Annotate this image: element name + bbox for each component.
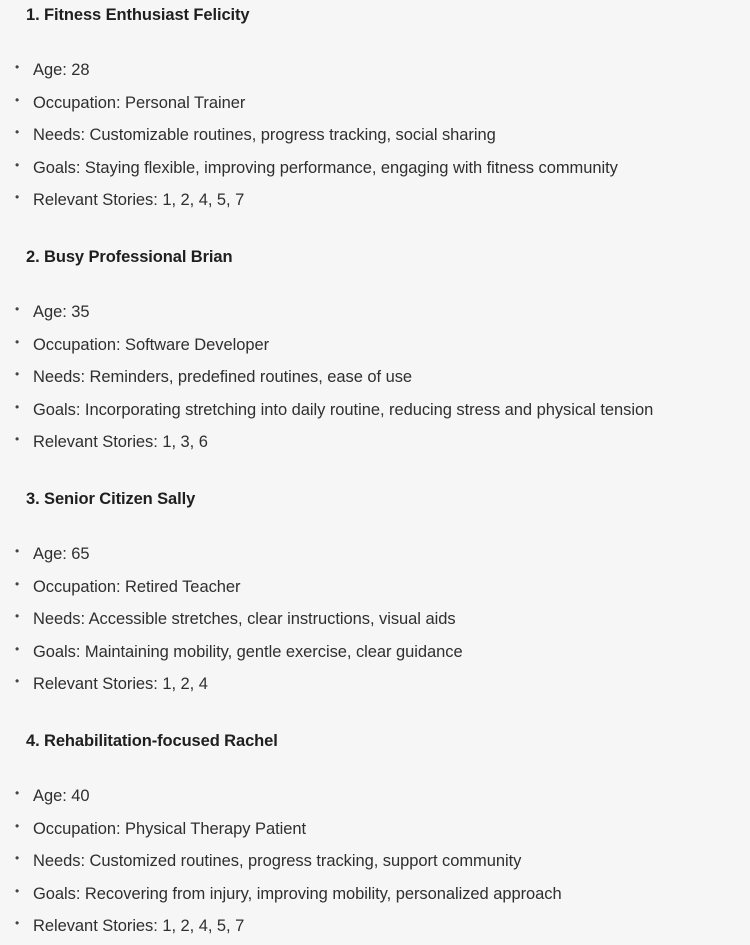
list-item-age: [0, 54, 750, 87]
persona-attribute-list: [0, 296, 750, 459]
list-item-text: Needs: Reminders, predefined routines, ease of use: [33, 368, 413, 386]
bullet-icon: •: [15, 125, 20, 139]
list-item-text: Age: 28: [33, 61, 90, 79]
persona-attribute-list: [0, 54, 750, 217]
list-item-text: Age: 40: [33, 787, 90, 805]
bullet-icon: •: [15, 609, 20, 623]
bullet-icon: •: [15, 818, 20, 833]
list-item-goals: [0, 878, 750, 911]
persona-title: 1. Fitness Enthusiast Felicity: [26, 6, 250, 24]
list-item-text: Goals: Incorporating stretching into daily routine, reducing stress and physical tension: [33, 400, 654, 419]
list-item-text: Needs: Accessible stretches, clear instructions, visual aids: [33, 610, 456, 628]
list-item-relevant-stories: [0, 426, 750, 459]
list-item-text: Goals: Maintaining mobility, gentle exercise, clear guidance: [33, 642, 463, 661]
bullet-icon: •: [15, 157, 20, 172]
list-item-needs: [0, 361, 750, 394]
list-item-text: Relevant Stories: 1, 2, 4: [33, 675, 208, 693]
bullet-icon: •: [15, 883, 20, 898]
list-item-text: Goals: Recovering from injury, improving mobility, personalized approach: [33, 884, 562, 903]
bullet-icon: •: [15, 92, 20, 107]
list-item-age: [0, 296, 750, 329]
list-item-text: Needs: Customizable routines, progress tracking, social sharing: [33, 126, 496, 144]
bullet-icon: •: [15, 432, 20, 446]
list-item-occupation: [0, 87, 750, 120]
list-item-text: Relevant Stories: 1, 2, 4, 5, 7: [33, 917, 245, 935]
list-item-needs: [0, 603, 750, 636]
list-item-text: Occupation: Software Developer: [33, 335, 270, 354]
persona-attribute-list: [0, 780, 750, 943]
bullet-icon: •: [15, 641, 20, 656]
bullet-icon: •: [15, 399, 20, 414]
list-item-relevant-stories: [0, 184, 750, 217]
bullet-icon: •: [15, 674, 20, 688]
list-item-text: Age: 35: [33, 303, 90, 321]
list-item-relevant-stories: [0, 668, 750, 701]
bullet-icon: •: [15, 786, 20, 800]
bullet-icon: •: [15, 302, 20, 316]
persona-title: 3. Senior Citizen Sally: [26, 490, 196, 508]
list-item-text: Relevant Stories: 1, 3, 6: [33, 433, 208, 451]
bullet-icon: •: [15, 60, 20, 74]
bullet-icon: •: [15, 544, 20, 558]
bullet-icon: •: [15, 576, 20, 591]
list-item-text: Occupation: Personal Trainer: [33, 93, 246, 112]
list-item-text: Goals: Staying flexible, improving performance, engaging with fitness community: [33, 158, 618, 177]
list-item-needs: [0, 119, 750, 152]
persona-attribute-list: [0, 538, 750, 701]
list-item-text: Relevant Stories: 1, 2, 4, 5, 7: [33, 191, 245, 209]
list-item-age: [0, 780, 750, 813]
list-item-needs: [0, 845, 750, 878]
persona-title: 4. Rehabilitation-focused Rachel: [26, 732, 278, 750]
bullet-icon: •: [15, 851, 20, 865]
list-item-text: Occupation: Physical Therapy Patient: [33, 819, 307, 838]
list-item-text: Needs: Customized routines, progress tracking, support community: [33, 852, 522, 870]
bullet-icon: •: [15, 916, 20, 930]
bullet-icon: •: [15, 334, 20, 349]
list-item-relevant-stories: [0, 910, 750, 943]
list-item-text: Occupation: Retired Teacher: [33, 577, 241, 596]
list-item-occupation: [0, 329, 750, 362]
persona-title: 2. Busy Professional Brian: [26, 248, 233, 266]
list-item-goals: [0, 636, 750, 669]
list-item-goals: [0, 152, 750, 185]
list-item-goals: [0, 394, 750, 427]
bullet-icon: •: [15, 190, 20, 204]
list-item-occupation: [0, 813, 750, 846]
list-item-text: Age: 65: [33, 545, 90, 563]
list-item-occupation: [0, 571, 750, 604]
bullet-icon: •: [15, 367, 20, 381]
list-item-age: [0, 538, 750, 571]
